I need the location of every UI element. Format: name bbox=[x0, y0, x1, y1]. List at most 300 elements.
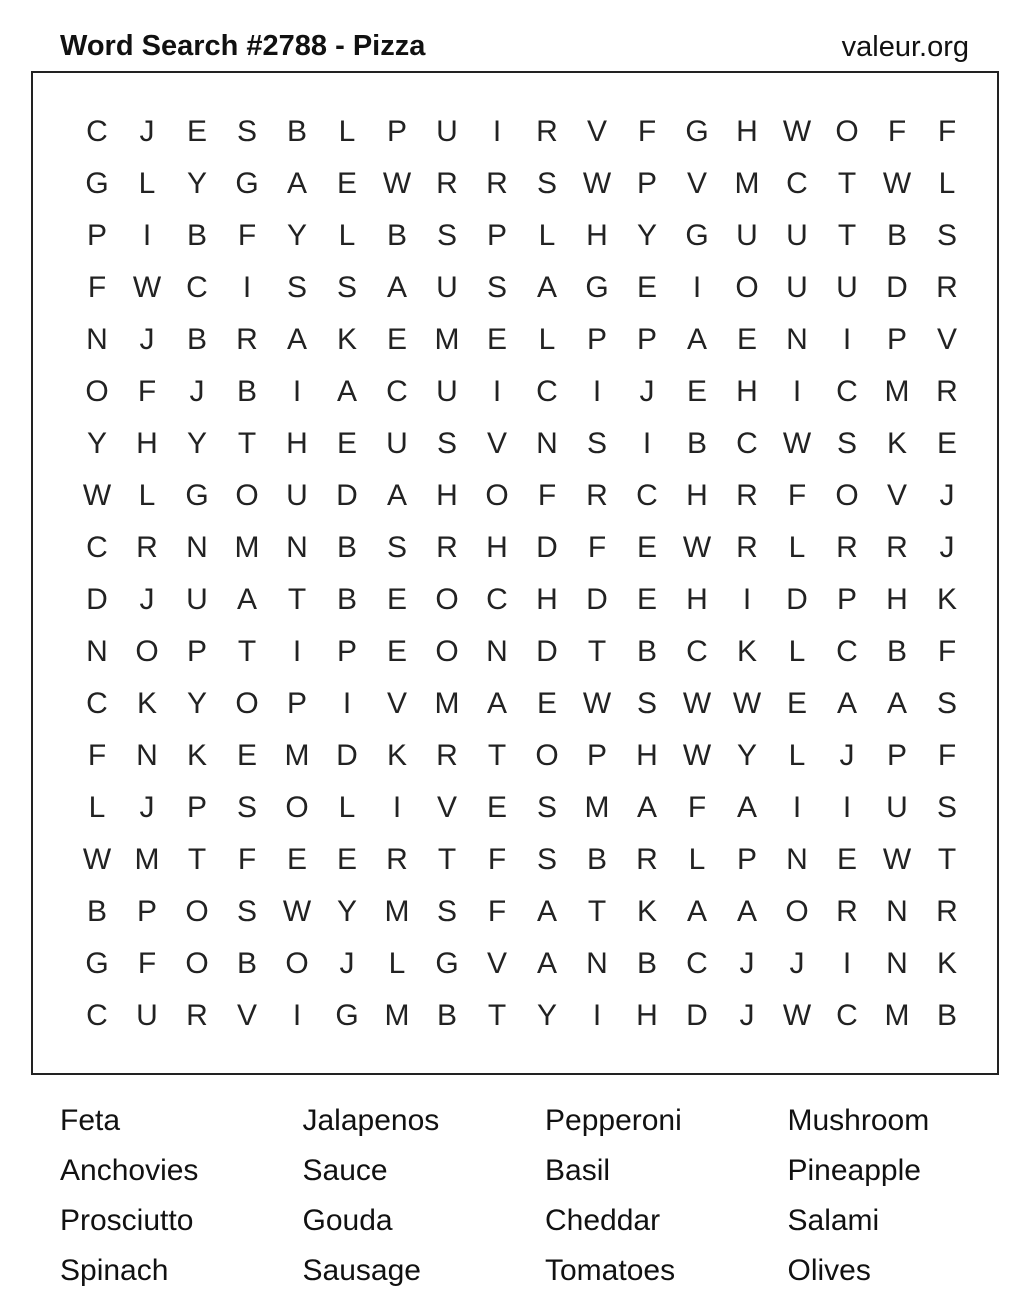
grid-letter: F bbox=[637, 115, 657, 148]
grid-letter: O bbox=[85, 375, 109, 408]
grid-letter: P bbox=[186, 791, 207, 824]
grid-letter: L bbox=[88, 791, 106, 824]
word-list-item: Salami bbox=[787, 1204, 880, 1237]
grid-letter: U bbox=[786, 219, 808, 252]
grid-letter: A bbox=[236, 583, 257, 616]
grid-letter: A bbox=[636, 791, 657, 824]
grid-letter: U bbox=[736, 219, 758, 252]
grid-letter: O bbox=[735, 271, 759, 304]
grid-letter: K bbox=[386, 739, 407, 772]
grid-letter: V bbox=[586, 115, 607, 148]
grid-letter: W bbox=[882, 843, 912, 876]
grid-letter: L bbox=[538, 219, 556, 252]
grid-letter: E bbox=[386, 583, 407, 616]
grid-letter: M bbox=[234, 531, 260, 564]
grid-letter: K bbox=[886, 427, 907, 460]
grid-letter: L bbox=[788, 739, 806, 772]
grid-letter: D bbox=[86, 583, 108, 616]
grid-letter: J bbox=[939, 531, 955, 564]
grid-letter: A bbox=[386, 479, 407, 512]
grid-letter: H bbox=[736, 115, 758, 148]
grid-letter: B bbox=[336, 583, 357, 616]
grid-letter: V bbox=[436, 791, 457, 824]
grid-letter: F bbox=[537, 479, 557, 512]
grid-letter: D bbox=[586, 583, 608, 616]
grid-letter: E bbox=[836, 843, 857, 876]
grid-letter: N bbox=[586, 947, 608, 980]
grid-letter: G bbox=[85, 167, 109, 200]
grid-letter: T bbox=[837, 219, 857, 252]
grid-letter: S bbox=[936, 219, 957, 252]
grid-letter: R bbox=[586, 479, 608, 512]
grid-letter: W bbox=[132, 271, 162, 304]
grid-letter: N bbox=[886, 895, 908, 928]
grid-letter: Y bbox=[636, 219, 657, 252]
letter-grid bbox=[72, 106, 972, 1042]
grid-letter: H bbox=[686, 583, 708, 616]
grid-letter: P bbox=[186, 635, 207, 668]
grid-letter: M bbox=[884, 999, 910, 1032]
grid-letter: W bbox=[732, 687, 762, 720]
grid-letter: R bbox=[186, 999, 208, 1032]
grid-letter: N bbox=[86, 323, 108, 356]
grid-letter: T bbox=[287, 583, 307, 616]
grid-letter: K bbox=[936, 583, 957, 616]
grid-letter: W bbox=[682, 531, 712, 564]
grid-letter: A bbox=[536, 895, 557, 928]
word-list-item: Cheddar bbox=[545, 1204, 661, 1237]
grid-letter: T bbox=[487, 999, 507, 1032]
grid-letter: D bbox=[536, 635, 558, 668]
grid-letter: B bbox=[886, 635, 907, 668]
grid-letter: B bbox=[386, 219, 407, 252]
grid-letter: K bbox=[936, 947, 957, 980]
grid-letter: A bbox=[536, 947, 557, 980]
grid-letter: R bbox=[636, 843, 658, 876]
grid-letter: N bbox=[86, 635, 108, 668]
word-list-item: Spinach bbox=[60, 1254, 169, 1287]
grid-letter: L bbox=[338, 115, 356, 148]
grid-letter: S bbox=[386, 531, 407, 564]
grid-letter: Y bbox=[736, 739, 757, 772]
grid-letter: R bbox=[436, 739, 458, 772]
grid-letter: V bbox=[236, 999, 257, 1032]
grid-letter: U bbox=[836, 271, 858, 304]
grid-letter: M bbox=[584, 791, 610, 824]
grid-letter: O bbox=[185, 947, 209, 980]
grid-letter: S bbox=[536, 843, 557, 876]
grid-letter: C bbox=[786, 167, 808, 200]
grid-letter: L bbox=[788, 531, 806, 564]
grid-letter: A bbox=[736, 791, 757, 824]
grid-letter: A bbox=[286, 323, 307, 356]
grid-letter: C bbox=[86, 999, 108, 1032]
grid-letter: C bbox=[836, 999, 858, 1032]
grid-letter: M bbox=[434, 687, 460, 720]
grid-letter: O bbox=[835, 115, 859, 148]
grid-letter: E bbox=[686, 375, 707, 408]
page-title: Word Search #2788 - Pizza bbox=[60, 30, 426, 62]
grid-letter: A bbox=[286, 167, 307, 200]
grid-letter: Y bbox=[286, 219, 307, 252]
grid-letter: P bbox=[836, 583, 857, 616]
grid-letter: O bbox=[435, 583, 459, 616]
grid-letter: M bbox=[284, 739, 310, 772]
grid-letter: L bbox=[138, 479, 156, 512]
word-list-item: Anchovies bbox=[60, 1154, 199, 1187]
grid-letter: E bbox=[936, 427, 957, 460]
grid-letter: C bbox=[86, 531, 108, 564]
grid-letter: A bbox=[336, 375, 357, 408]
grid-letter: L bbox=[938, 167, 956, 200]
grid-letter: L bbox=[788, 635, 806, 668]
word-list-item: Sauce bbox=[302, 1154, 388, 1187]
grid-letter: K bbox=[186, 739, 207, 772]
grid-letter: H bbox=[736, 375, 758, 408]
grid-letter: O bbox=[235, 479, 259, 512]
grid-letter: P bbox=[486, 219, 507, 252]
grid-letter: I bbox=[642, 427, 652, 460]
word-list-item: Pineapple bbox=[787, 1154, 921, 1187]
grid-letter: T bbox=[187, 843, 207, 876]
grid-letter: C bbox=[736, 427, 758, 460]
grid-letter: S bbox=[436, 427, 457, 460]
grid-letter: O bbox=[435, 635, 459, 668]
grid-letter: P bbox=[86, 219, 107, 252]
grid-letter: E bbox=[786, 687, 807, 720]
grid-letter: B bbox=[636, 947, 657, 980]
grid-letter: I bbox=[342, 687, 352, 720]
grid-letter: V bbox=[686, 167, 707, 200]
grid-letter: O bbox=[185, 895, 209, 928]
grid-letter: W bbox=[282, 895, 312, 928]
grid-letter: D bbox=[536, 531, 558, 564]
grid-letter: W bbox=[82, 479, 112, 512]
grid-letter: B bbox=[186, 323, 207, 356]
grid-letter: E bbox=[736, 323, 757, 356]
grid-letter: O bbox=[285, 947, 309, 980]
grid-letter: B bbox=[336, 531, 357, 564]
grid-letter: R bbox=[536, 115, 558, 148]
word-list-item: Jalapenos bbox=[302, 1104, 440, 1137]
grid-letter: N bbox=[536, 427, 558, 460]
grid-letter: M bbox=[884, 375, 910, 408]
grid-letter: F bbox=[487, 895, 507, 928]
grid-letter: F bbox=[87, 739, 107, 772]
word-list-item: Mushroom bbox=[787, 1104, 930, 1137]
grid-letter: U bbox=[386, 427, 408, 460]
grid-letter: P bbox=[136, 895, 157, 928]
grid-letter: I bbox=[142, 219, 152, 252]
grid-letter: D bbox=[336, 739, 358, 772]
grid-letter: R bbox=[936, 271, 958, 304]
grid-letter: V bbox=[936, 323, 957, 356]
grid-letter: S bbox=[936, 687, 957, 720]
grid-letter: S bbox=[436, 219, 457, 252]
grid-letter: S bbox=[586, 427, 607, 460]
grid-letter: I bbox=[592, 375, 602, 408]
grid-letter: F bbox=[487, 843, 507, 876]
grid-letter: R bbox=[486, 167, 508, 200]
grid-letter: A bbox=[686, 895, 707, 928]
grid-letter: N bbox=[886, 947, 908, 980]
grid-letter: F bbox=[237, 219, 257, 252]
grid-letter: I bbox=[292, 635, 302, 668]
grid-letter: W bbox=[682, 739, 712, 772]
grid-letter: F bbox=[137, 947, 157, 980]
grid-letter: P bbox=[886, 323, 907, 356]
grid-letter: J bbox=[139, 115, 155, 148]
grid-letter: R bbox=[936, 895, 958, 928]
grid-letter: C bbox=[86, 687, 108, 720]
grid-letter: M bbox=[134, 843, 160, 876]
grid-letter: S bbox=[286, 271, 307, 304]
grid-letter: C bbox=[686, 947, 708, 980]
grid-letter: Y bbox=[536, 999, 557, 1032]
grid-letter: G bbox=[435, 947, 459, 980]
grid-letter: W bbox=[782, 999, 812, 1032]
grid-letter: L bbox=[388, 947, 406, 980]
grid-letter: W bbox=[882, 167, 912, 200]
grid-letter: O bbox=[135, 635, 159, 668]
grid-letter: T bbox=[587, 895, 607, 928]
grid-letter: B bbox=[636, 635, 657, 668]
grid-letter: E bbox=[336, 427, 357, 460]
grid-letter: S bbox=[536, 791, 557, 824]
grid-letter: F bbox=[87, 271, 107, 304]
grid-letter: G bbox=[85, 947, 109, 980]
grid-letter: E bbox=[486, 323, 507, 356]
grid-letter: R bbox=[436, 531, 458, 564]
grid-letter: Y bbox=[186, 427, 207, 460]
grid-letter: T bbox=[587, 635, 607, 668]
grid-letter: S bbox=[336, 271, 357, 304]
grid-letter: F bbox=[887, 115, 907, 148]
grid-letter: R bbox=[886, 531, 908, 564]
grid-letter: S bbox=[636, 687, 657, 720]
grid-letter: P bbox=[886, 739, 907, 772]
grid-letter: A bbox=[836, 687, 857, 720]
grid-letter: E bbox=[636, 583, 657, 616]
grid-letter: I bbox=[592, 999, 602, 1032]
grid-letter: N bbox=[286, 531, 308, 564]
puzzle-box bbox=[31, 71, 999, 1075]
grid-letter: U bbox=[436, 375, 458, 408]
grid-letter: J bbox=[939, 479, 955, 512]
grid-letter: L bbox=[338, 791, 356, 824]
grid-letter: P bbox=[286, 687, 307, 720]
grid-letter: L bbox=[688, 843, 706, 876]
grid-letter: Y bbox=[186, 167, 207, 200]
grid-letter: R bbox=[836, 895, 858, 928]
grid-letter: H bbox=[636, 999, 658, 1032]
grid-letter: W bbox=[682, 687, 712, 720]
grid-letter: I bbox=[492, 375, 502, 408]
grid-letter: G bbox=[185, 479, 209, 512]
grid-letter: C bbox=[86, 115, 108, 148]
grid-letter: I bbox=[292, 999, 302, 1032]
grid-letter: J bbox=[189, 375, 205, 408]
grid-letter: N bbox=[486, 635, 508, 668]
grid-letter: P bbox=[586, 323, 607, 356]
word-list-item: Prosciutto bbox=[60, 1204, 194, 1237]
word-list-item: Pepperoni bbox=[545, 1104, 682, 1137]
grid-letter: D bbox=[786, 583, 808, 616]
grid-letter: E bbox=[236, 739, 257, 772]
grid-letter: C bbox=[536, 375, 558, 408]
grid-letter: H bbox=[136, 427, 158, 460]
grid-letter: U bbox=[886, 791, 908, 824]
grid-letter: O bbox=[235, 687, 259, 720]
word-list-item: Sausage bbox=[302, 1254, 421, 1287]
grid-letter: G bbox=[685, 115, 709, 148]
grid-letter: O bbox=[485, 479, 509, 512]
grid-letter: T bbox=[487, 739, 507, 772]
grid-letter: T bbox=[237, 635, 257, 668]
grid-letter: E bbox=[186, 115, 207, 148]
grid-letter: C bbox=[186, 271, 208, 304]
grid-letter: B bbox=[886, 219, 907, 252]
grid-letter: R bbox=[736, 479, 758, 512]
grid-letter: S bbox=[836, 427, 857, 460]
grid-letter: G bbox=[585, 271, 609, 304]
grid-letter: E bbox=[636, 271, 657, 304]
grid-letter: U bbox=[286, 479, 308, 512]
grid-letter: B bbox=[586, 843, 607, 876]
grid-letter: A bbox=[486, 687, 507, 720]
grid-letter: B bbox=[236, 947, 257, 980]
grid-letter: S bbox=[236, 895, 257, 928]
word-list bbox=[60, 1096, 1030, 1296]
grid-letter: T bbox=[837, 167, 857, 200]
grid-letter: Y bbox=[336, 895, 357, 928]
grid-letter: S bbox=[236, 791, 257, 824]
grid-letter: S bbox=[936, 791, 957, 824]
grid-letter: P bbox=[386, 115, 407, 148]
grid-letter: R bbox=[236, 323, 258, 356]
word-list-item: Gouda bbox=[302, 1204, 393, 1237]
grid-letter: F bbox=[937, 635, 957, 668]
grid-letter: J bbox=[789, 947, 805, 980]
grid-letter: I bbox=[792, 375, 802, 408]
grid-letter: R bbox=[136, 531, 158, 564]
grid-letter: G bbox=[685, 219, 709, 252]
grid-letter: B bbox=[936, 999, 957, 1032]
grid-letter: I bbox=[692, 271, 702, 304]
grid-letter: R bbox=[936, 375, 958, 408]
grid-letter: J bbox=[739, 947, 755, 980]
grid-letter: K bbox=[636, 895, 657, 928]
grid-letter: O bbox=[785, 895, 809, 928]
grid-letter: E bbox=[486, 791, 507, 824]
grid-letter: V bbox=[386, 687, 407, 720]
grid-letter: F bbox=[587, 531, 607, 564]
grid-letter: B bbox=[86, 895, 107, 928]
grid-letter: V bbox=[486, 947, 507, 980]
grid-letter: H bbox=[586, 219, 608, 252]
grid-letter: R bbox=[736, 531, 758, 564]
grid-letter: W bbox=[782, 115, 812, 148]
grid-letter: T bbox=[237, 427, 257, 460]
grid-letter: D bbox=[336, 479, 358, 512]
grid-letter: L bbox=[338, 219, 356, 252]
grid-letter: L bbox=[138, 167, 156, 200]
grid-letter: B bbox=[236, 375, 257, 408]
grid-letter: W bbox=[782, 427, 812, 460]
grid-letter: K bbox=[336, 323, 357, 356]
grid-letter: F bbox=[787, 479, 807, 512]
grid-letter: H bbox=[536, 583, 558, 616]
grid-letter: J bbox=[139, 323, 155, 356]
grid-letter: M bbox=[734, 167, 760, 200]
grid-letter: A bbox=[386, 271, 407, 304]
grid-letter: M bbox=[384, 895, 410, 928]
grid-letter: G bbox=[235, 167, 259, 200]
grid-letter: D bbox=[886, 271, 908, 304]
grid-letter: W bbox=[582, 687, 612, 720]
word-list-item: Olives bbox=[787, 1254, 871, 1287]
grid-letter: A bbox=[686, 323, 707, 356]
grid-letter: P bbox=[586, 739, 607, 772]
grid-letter: O bbox=[535, 739, 559, 772]
grid-letter: I bbox=[242, 271, 252, 304]
grid-letter: I bbox=[742, 583, 752, 616]
grid-letter: H bbox=[436, 479, 458, 512]
grid-letter: B bbox=[286, 115, 307, 148]
grid-letter: I bbox=[392, 791, 402, 824]
grid-letter: S bbox=[236, 115, 257, 148]
grid-letter: I bbox=[842, 947, 852, 980]
grid-letter: A bbox=[886, 687, 907, 720]
grid-letter: T bbox=[437, 843, 457, 876]
grid-letter: H bbox=[286, 427, 308, 460]
grid-letter: V bbox=[886, 479, 907, 512]
grid-letter: I bbox=[492, 115, 502, 148]
word-list-item: Feta bbox=[60, 1104, 121, 1137]
grid-letter: J bbox=[139, 791, 155, 824]
grid-letter: R bbox=[836, 531, 858, 564]
grid-letter: W bbox=[82, 843, 112, 876]
grid-letter: W bbox=[582, 167, 612, 200]
grid-letter: U bbox=[436, 271, 458, 304]
grid-letter: C bbox=[386, 375, 408, 408]
grid-letter: F bbox=[137, 375, 157, 408]
grid-letter: C bbox=[836, 635, 858, 668]
grid-letter: K bbox=[736, 635, 757, 668]
grid-letter: E bbox=[336, 843, 357, 876]
grid-letter: B bbox=[436, 999, 457, 1032]
grid-letter: I bbox=[842, 791, 852, 824]
grid-letter: E bbox=[286, 843, 307, 876]
grid-letter: E bbox=[336, 167, 357, 200]
grid-letter: A bbox=[536, 271, 557, 304]
grid-letter: Y bbox=[186, 687, 207, 720]
grid-letter: C bbox=[486, 583, 508, 616]
grid-letter: O bbox=[285, 791, 309, 824]
grid-letter: D bbox=[686, 999, 708, 1032]
grid-letter: P bbox=[636, 323, 657, 356]
grid-letter: P bbox=[336, 635, 357, 668]
grid-letter: F bbox=[937, 739, 957, 772]
grid-letter: A bbox=[736, 895, 757, 928]
grid-letter: H bbox=[486, 531, 508, 564]
grid-letter: J bbox=[739, 999, 755, 1032]
grid-letter: C bbox=[636, 479, 658, 512]
word-list-item: Basil bbox=[545, 1154, 611, 1187]
grid-letter: J bbox=[639, 375, 655, 408]
grid-letter: F bbox=[687, 791, 707, 824]
grid-letter: I bbox=[792, 791, 802, 824]
